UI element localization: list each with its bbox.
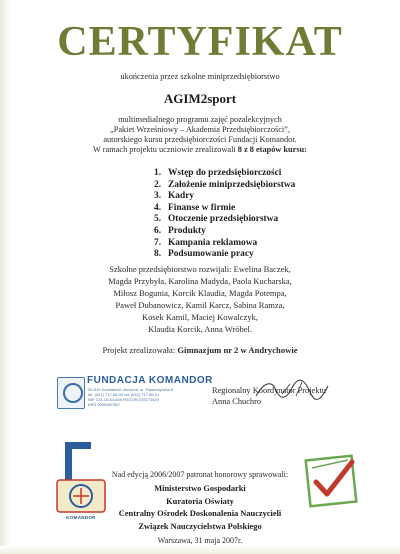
module-item: 8. Podsumowanie pracy [154, 249, 254, 260]
module-item: 3. Kadry [154, 191, 195, 202]
description-line-4-prefix: W ramach projektu uczniowie zrealizowali [93, 145, 238, 154]
project-prefix: Projekt zrealizowała: [102, 345, 178, 355]
bottom-edge-band [0, 546, 400, 554]
team-line-2: Magda Przybyła, Karolina Madyda, Paola Kucharska, [108, 276, 292, 286]
project-line [0, 345, 400, 355]
patronage-intro: Nad edycją 2006/2007 patronat honorowy sprawowali: [111, 470, 289, 479]
module-item: 6. Produkty [154, 225, 206, 236]
description-line-2: „Pakiet Wrześniowy – Akademia Przedsiębiorczości”, [110, 125, 290, 134]
team-line-6: Klaudia Korcik, Anna Wróbel. [147, 324, 253, 334]
foundation-emblem-icon [57, 377, 85, 409]
date-place: Warszawa, 31 maja 2007r. [157, 536, 243, 545]
foundation-address-line: tel. (022) 717-56-00 fax (022) 717-56-01 [88, 392, 160, 397]
patron-item: Kuratoria Oświaty [166, 496, 234, 506]
module-item: 4. Finanse w firmie [154, 202, 236, 213]
module-item: 2. Założenie miniprzedsiębiorstwa [154, 179, 296, 190]
team-line-3: Miłosz Bogunia, Korcik Klaudia, Magda Potempa, [113, 288, 287, 298]
description-line-4-stages: 8 z 8 etapów kursu: [237, 145, 307, 154]
patron-item: Centralny Ośrodek Doskonalenia Nauczycieli [118, 509, 282, 518]
team-line-1: Szkolne przedsiębiorstwo rozwijali: Ewelina Baczek, [109, 264, 291, 274]
module-list [154, 168, 295, 261]
description-line-1: multimedialnego programu zajęć pozalekcyjnych [118, 115, 282, 124]
foundation-name: FUNDACJA KOMANDOR [87, 375, 213, 386]
fundacja-komandor-logo [57, 375, 213, 411]
coordinator-role: Regionalny Koordynator Projektu [212, 386, 326, 395]
certificate-subtitle: ukończenia przez szkolne miniprzedsiębiorstwo [120, 72, 280, 81]
description-line-4 [0, 145, 400, 155]
patron-item: Związek Nauczycielstwa Polskiego [138, 521, 262, 531]
company-name: AGIM2sport [163, 91, 237, 106]
coordinator-block [212, 386, 326, 407]
certificate-title: CERTYFIKAT [57, 19, 343, 65]
module-item: 1. Wstęp do przedsiębiorczości [154, 168, 282, 178]
patron-item: Ministerstwo Gospodarki [154, 484, 246, 493]
checkmark-badge-icon [300, 448, 364, 512]
foundation-address [88, 387, 173, 407]
coordinator-name: Anna Chuchro [212, 396, 262, 406]
foundation-address-line: KRS 0000087362 [88, 402, 120, 407]
description-line-3: autorskiego kursu przedsiębiorczości Fundacji Komandor. [103, 135, 297, 144]
komandor-logo-label: KOMANDOR [66, 515, 96, 520]
team-line-4: Paweł Dubanowicz, Kamil Karcz, Sabina Ramza, [115, 300, 285, 310]
project-school: Gimnazjum nr 2 w Andrychowie [177, 345, 298, 355]
module-item: 7. Kampania reklamowa [154, 237, 258, 248]
foundation-address-line: NIP 123-10-64-455 REGON 015171429 [88, 397, 159, 402]
module-item: 5. Otoczenie przedsiębiorstwa [154, 214, 279, 225]
foundation-address-line: 05-510 Konstancin-Jeziorna, ul. Piaseczyńska 5 [88, 387, 174, 392]
team-line-5: Kosek Kamil, Maciej Kowalczyk, [142, 312, 258, 322]
